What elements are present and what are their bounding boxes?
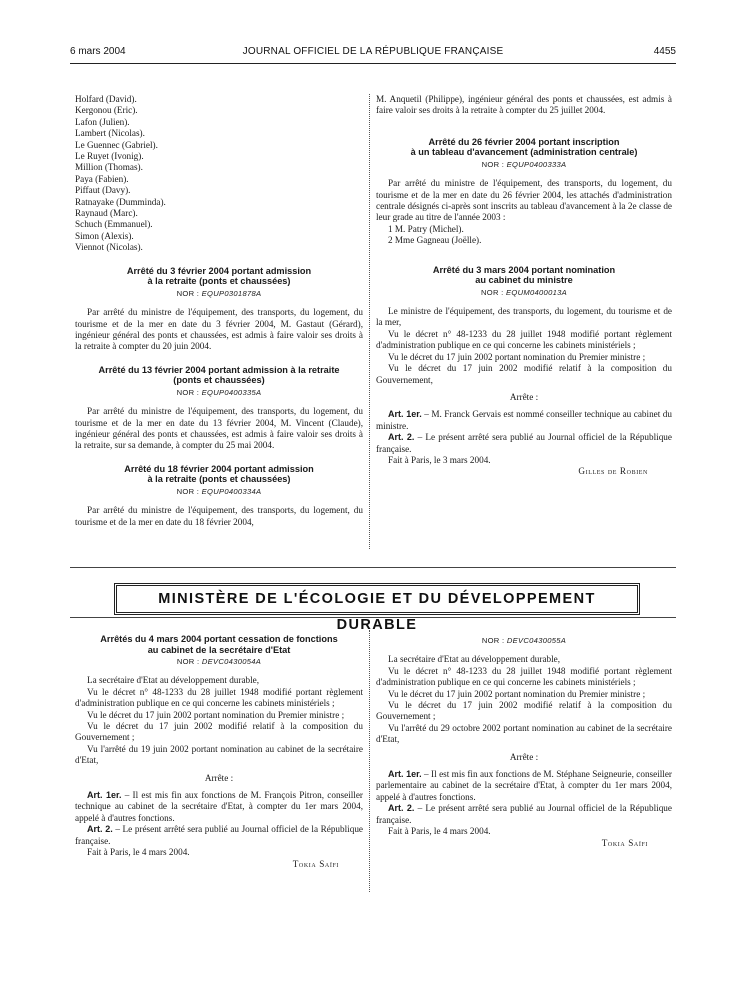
nor-reference: NOR : EQUM0400013A xyxy=(480,287,568,297)
decree-text: Par arrêté du ministre de l'équipement, des transports, du logement, du tourisme et de la mer en date du 3 février 2004, M. Gastaut (Gérard), ingénieur général des ponts et chaussées, est admis à faire valoir ses droits à la retraite à compter du 20 juin 2004. xyxy=(75,307,363,352)
decree-title-line2: à la retraite (ponts et chaussées) xyxy=(147,276,291,287)
section-rule-bottom xyxy=(70,617,676,618)
list-item: Viennot (Nicolas). xyxy=(75,242,143,253)
decree-text: Vu l'arrêté du 19 juin 2002 portant nomination au cabinet de la secrétaire d'Etat, xyxy=(75,743,363,766)
list-item: Kergonou (Eric). xyxy=(75,105,138,116)
decree-text: Vu le décret n° 48-1233 du 28 juillet 1948 modifié portant règlement d'administration publique en ce qui concerne les cabinets ministériels ; xyxy=(376,665,672,688)
signature: Tokia Saïfi xyxy=(601,837,648,848)
decree-tableau-avancement xyxy=(376,137,672,247)
list-item: Holfard (David). xyxy=(75,94,137,104)
decree-title: Arrêté du 26 février 2004 portant inscription xyxy=(428,136,620,147)
article-1: Art. 1er. – Il est mis fin aux fonctions de M. Stéphane Seigneurie, conseiller parlementaire au cabinet de la secrétaire d'Etat, à compter du 1er mars 2004, appelé à d'autres fonctions. xyxy=(376,769,672,802)
names-list xyxy=(75,94,363,254)
nor-reference: NOR : EQUP0400333A xyxy=(481,159,567,169)
nor-reference: NOR : EQUP0400334A xyxy=(176,486,262,496)
right-column-top xyxy=(376,94,672,478)
left-column-top xyxy=(75,94,363,528)
nor-reference: NOR : DEVC0430055A xyxy=(481,636,567,645)
section-rule-top xyxy=(70,567,676,568)
decree-title-line2: (ponts et chaussées) xyxy=(173,375,265,386)
right-column-bottom xyxy=(376,634,672,849)
left-column-bottom xyxy=(75,634,363,870)
header-date: 6 mars 2004 xyxy=(70,46,126,57)
list-item: Schuch (Emmanuel). xyxy=(75,219,153,230)
decree-text: Vu le décret du 17 juin 2002 modifié relatif à la composition du Gouvernement, xyxy=(376,363,672,385)
decree-text: Vu le décret du 17 juin 2002 portant nomination du Premier ministre ; xyxy=(87,709,345,720)
list-item: Raynaud (Marc). xyxy=(75,208,138,219)
list-item: Piffaut (Davy). xyxy=(75,185,131,196)
article-2: Art. 2. – Le présent arrêté sera publié au Journal officiel de la République française. xyxy=(75,824,363,846)
list-item: Ratnayake (Dumminda). xyxy=(75,196,166,207)
list-item: Paya (Fabien). xyxy=(75,173,129,184)
list-item: 2 Mme Gagneau (Joëlle). xyxy=(388,235,482,246)
header-page-number: 4455 xyxy=(653,46,676,57)
decree-retraite-13-fevrier xyxy=(75,365,363,452)
arrete-label: Arrête : xyxy=(204,772,234,783)
continued-text: M. Anquetil (Philippe), ingénieur général des ponts et chaussées, est admis à faire valoir ses droits à la retraite à compter du 25 juillet 2004. xyxy=(376,94,672,116)
signature: Gilles de Robien xyxy=(578,466,648,477)
decree-title: Arrêté du 3 février 2004 portant admission xyxy=(126,265,312,276)
place-date: Fait à Paris, le 4 mars 2004. xyxy=(388,826,491,837)
signature: Tokia Saïfi xyxy=(292,858,339,869)
article-2: Art. 2. – Le présent arrêté sera publié au Journal officiel de la République française. xyxy=(376,803,672,825)
decree-text: Par arrêté du ministre de l'équipement, des transports, du logement, du tourisme et de la mer en date du 18 février 2004, xyxy=(75,505,363,527)
header-title: JOURNAL OFFICIEL DE LA RÉPUBLIQUE FRANÇAISE xyxy=(242,46,504,57)
nor-reference: NOR : EQUP0400335A xyxy=(176,387,262,397)
decree-title: Arrêtés du 4 mars 2004 portant cessation de fonctions xyxy=(100,634,338,644)
place-date: Fait à Paris, le 3 mars 2004. xyxy=(388,454,491,465)
list-item: Lafon (Julien). xyxy=(75,116,130,127)
decree-title-line2: à la retraite (ponts et chaussées) xyxy=(147,474,291,485)
list-item: Lambert (Nicolas). xyxy=(75,128,145,139)
nor-reference: NOR : EQUP0301878A xyxy=(176,288,262,298)
page-header xyxy=(70,46,676,60)
decree-text: Vu le décret du 17 juin 2002 portant nomination du Premier ministre ; xyxy=(388,688,646,699)
column-divider-bottom xyxy=(369,630,370,892)
decree-nomination-cabinet xyxy=(376,265,672,478)
decree-title: Arrêté du 13 février 2004 portant admission à la retraite xyxy=(98,364,340,375)
decree-text: Vu le décret n° 48-1233 du 28 juillet 1948 modifié portant règlement d'administration publique en ce qui concerne les cabinets ministériels ; xyxy=(75,686,363,709)
decree-title-line2: à un tableau d'avancement (administration centrale) xyxy=(410,147,638,158)
decree-text: Par arrêté du ministre de l'équipement, des transports, du logement, du tourisme et de la mer en date du 13 février 2004, M. Vincent (Claude), ingénieur général des ponts et chaussées, est admis à faire valoir ses droits à la retraite, sur sa demande, à compter du 25 mai 2004. xyxy=(75,406,363,451)
decree-title: Arrêté du 3 mars 2004 portant nomination xyxy=(432,264,616,275)
article-1: Art. 1er. – Il est mis fin aux fonctions de M. François Pitron, conseiller technique au cabinet de la secrétaire d'Etat, à compter du 1er mars 2004, appelé à d'autres fonctions. xyxy=(75,790,363,823)
list-item: 1 M. Patry (Michel). xyxy=(388,223,464,234)
decree-text: Vu le décret n° 48-1233 du 28 juillet 1948 modifié portant règlement d'administration publique en ce qui concerne les cabinets ministériels ; xyxy=(376,328,672,351)
decree-text: Vu l'arrêté du 29 octobre 2002 portant nomination au cabinet de la secrétaire d'Etat, xyxy=(376,722,672,745)
place-date: Fait à Paris, le 4 mars 2004. xyxy=(87,847,190,858)
list-item: Le Guennec (Gabriel). xyxy=(75,139,158,150)
article-1: Art. 1er. – M. Franck Gervais est nommé conseiller technique au cabinet du ministre. xyxy=(376,409,672,431)
header-rule xyxy=(70,63,676,64)
list-item: Le Ruyet (Ivonig). xyxy=(75,151,144,162)
decree-text: Vu le décret du 17 juin 2002 portant nomination du Premier ministre ; xyxy=(388,351,646,362)
decree-text: Le ministre de l'équipement, des transports, du logement, du tourisme et de la mer, xyxy=(376,306,672,328)
article-2: Art. 2. – Le présent arrêté sera publié au Journal officiel de la République française. xyxy=(376,432,672,454)
arrete-label: Arrête : xyxy=(509,391,539,402)
decree-text: Vu le décret du 17 juin 2002 modifié relatif à la composition du Gouvernement ; xyxy=(75,721,363,743)
nor-reference: NOR : DEVC0430054A xyxy=(176,657,262,666)
decree-text: La secrétaire d'Etat au développement durable, xyxy=(87,675,260,686)
decree-title: Arrêté du 18 février 2004 portant admission xyxy=(124,463,314,474)
decree-text: Par arrêté du ministre de l'équipement, des transports, du logement, du tourisme et de la mer en date du 26 février 2004, les attachés d'administration centrale désignés ci-après sont inscrits au tableau d'avancement à la 2e classe de leur grade au titre de l'année 2003 : xyxy=(376,178,672,223)
column-divider-top xyxy=(369,94,370,549)
decree-title-line2: au cabinet du ministre xyxy=(475,275,573,286)
ministry-heading: MINISTÈRE DE L'ÉCOLOGIE ET DU DÉVELOPPEMENT DURABLE xyxy=(114,583,640,615)
list-item: Million (Thomas). xyxy=(75,162,143,173)
list-item: Simon (Alexis). xyxy=(75,230,134,241)
decree-retraite-3-fevrier xyxy=(75,266,363,353)
arrete-label: Arrête : xyxy=(509,751,539,762)
decree-text: Vu le décret du 17 juin 2002 modifié relatif à la composition du Gouvernement ; xyxy=(376,700,672,722)
decree-text: La secrétaire d'Etat au développement durable, xyxy=(388,654,561,665)
decree-title-line2: au cabinet de la secrétaire d'Etat xyxy=(147,644,291,655)
decree-retraite-18-fevrier xyxy=(75,464,363,528)
